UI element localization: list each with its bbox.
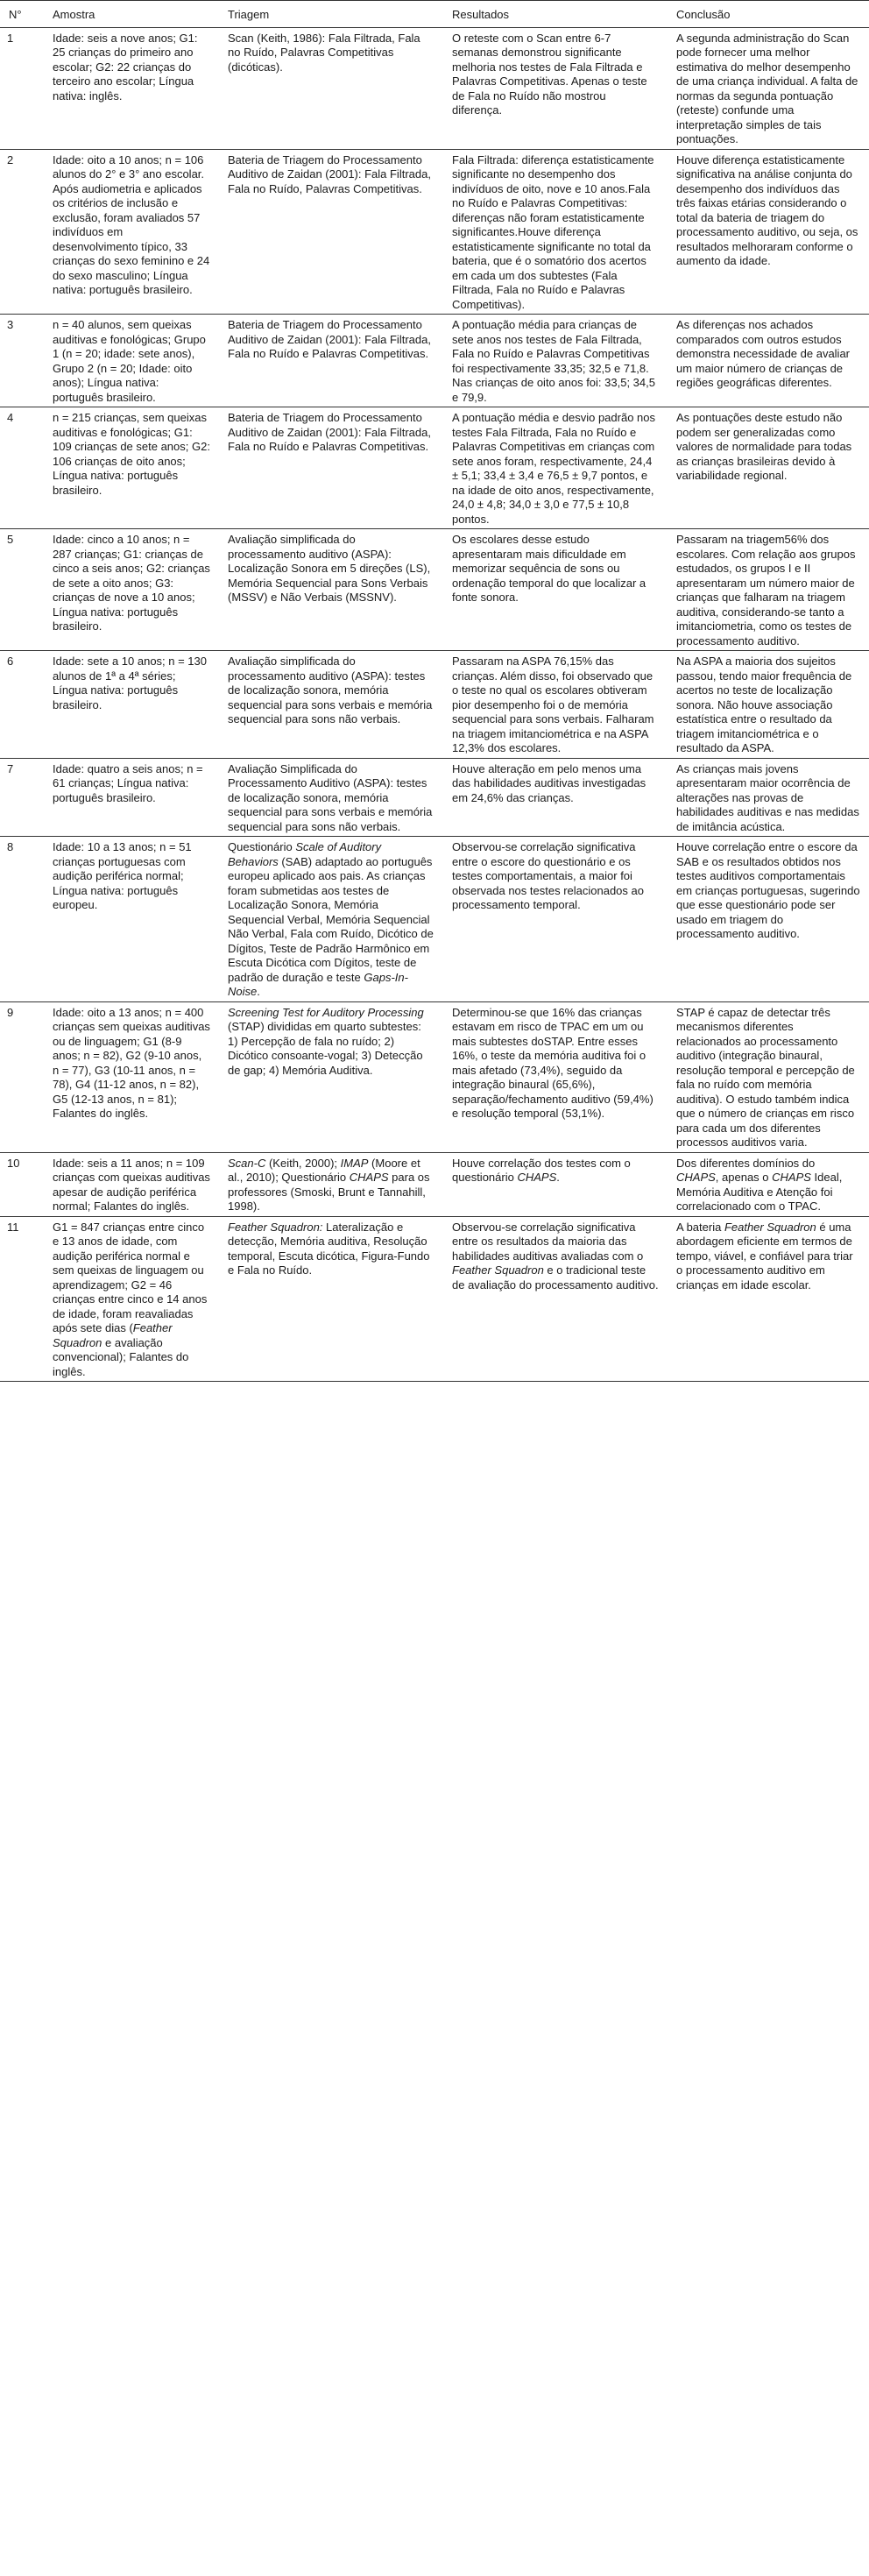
cell-number-text: 10 [7, 1156, 20, 1170]
cell-conclusao [668, 1152, 869, 1216]
cell-conclusao-text: A bateria Feather Squadron é uma abordagem eficiente em termos de tempo, viável, e confiável para triar o processamento auditivo em crianças em idade escolar. [676, 1220, 853, 1292]
table-body [0, 27, 869, 1382]
cell-number [0, 27, 44, 149]
cell-conclusao-text: Na ASPA a maioria dos sujeitos passou, tendo maior frequência de acertos no teste de localização sonora. Não houve associação estatística entre o resultado da triagem imitanciométrica e o resultado da ASPA. [676, 655, 852, 754]
cell-triagem [219, 315, 443, 407]
cell-amostra [44, 529, 219, 651]
header-resultados: Resultados [443, 1, 668, 28]
cell-amostra [44, 758, 219, 837]
table-row [0, 407, 869, 529]
cell-amostra-text: Idade: seis a nove anos; G1: 25 crianças do primeiro ano escolar; G2: 22 crianças do terceiro ano escolar; Língua nativa: inglês. [53, 31, 198, 103]
cell-resultados [443, 27, 668, 149]
header-conclusao: Conclusão [668, 1, 869, 28]
cell-conclusao [668, 149, 869, 315]
cell-conclusao [668, 1001, 869, 1152]
cell-triagem [219, 529, 443, 651]
cell-triagem-text: Avaliação simplificada do processamento auditivo (ASPA): Localização Sonora em 5 direções (LS), Memória Sequencial para Sons Verbais (MSSV) e Não Verbais (MSSNV). [228, 533, 431, 604]
cell-resultados [443, 651, 668, 759]
table-row [0, 315, 869, 407]
cell-conclusao [668, 27, 869, 149]
cell-amostra [44, 1001, 219, 1152]
cell-amostra-text: n = 40 alunos, sem queixas auditivas e fonológicas; Grupo 1 (n = 20; idade: sete anos), Grupo 2 (n = 20; Idade: oito anos); Língua nativa: português brasileiro. [53, 318, 206, 404]
cell-number-text: 11 [7, 1220, 19, 1234]
cell-resultados [443, 837, 668, 1002]
cell-conclusao-text: As diferenças nos achados comparados com outros estudos demonstra necessidade de avaliar um maior número de crianças de regiões geográficas diferentes. [676, 318, 851, 389]
cell-amostra-text: G1 = 847 crianças entre cinco e 13 anos de idade, com audição periférica normal e sem queixas de linguagem ou aprendizagem; G2 = 46 crianças entre cinco e 14 anos de idade, foram reavaliadas após sete dias (Feather Squadron e avaliação convencional); Falantes do inglês. [53, 1220, 208, 1378]
cell-conclusao [668, 529, 869, 651]
cell-number-text: 7 [7, 761, 14, 775]
cell-conclusao-text: As pontuações deste estudo não podem ser generalizadas como valores de normalidade para todas as crianças brasileiras devido à variabilidade regional. [676, 411, 852, 482]
cell-amostra [44, 837, 219, 1002]
cell-number-text: 9 [7, 1005, 14, 1019]
cell-conclusao-text: Houve diferença estatisticamente significativa na análise conjunta do desempenho dos indivíduos das três faixas etárias considerando o total da bateria de triagem do processamento auditivo, ou seja, os resultados melhoraram conforme o aumento da idade. [676, 152, 858, 267]
table-header-row [0, 1, 869, 28]
cell-amostra [44, 149, 219, 315]
cell-resultados [443, 529, 668, 651]
cell-resultados [443, 1152, 668, 1216]
cell-conclusao [668, 651, 869, 759]
cell-conclusao-text: A segunda administração do Scan pode fornecer uma melhor estimativa do melhor desempenho de uma criança individual. A falta de normas da segunda pontuação (reteste) confunde uma interpretação simples de tais pontuações. [676, 31, 858, 145]
cell-resultados-text: Houve correlação dos testes com o questionário CHAPS. [452, 1156, 631, 1184]
cell-triagem-text: Questionário Scale of Auditory Behaviors (SAB) adaptado ao português europeu aplicado aos pais. As crianças foram submetidas aos testes de Localização Sonora, Memória Sequencial Verbal, Memória Sequencial Não Verbal, Fala com Ruído, Dicótico de Dígitos, Teste de Padrão Harmônico em Escuta Dicótica com Dígitos, teste de padrão de duração e teste Gaps-In-Noise. [228, 840, 434, 998]
cell-resultados-text: Houve alteração em pelo menos uma das habilidades auditivas investigadas em 24,6% das crianças. [452, 761, 646, 804]
cell-number [0, 529, 44, 651]
cell-resultados-text: Fala Filtrada: diferença estatisticamente significante no desempenho dos indivíduos de oito, nove e 10 anos.Fala no Ruído e Palavras Competitivas: diferenças não foram estatisticamente significantes.Houve diferença estatisticamente significante no total da bateria, que é o somatório dos acertos em cada um dos subtestes (Fala Filtrada, Fala no Ruído e Palavras Competitivas). [452, 152, 654, 311]
cell-number-text: 3 [7, 318, 14, 331]
cell-amostra [44, 1216, 219, 1382]
table-row [0, 758, 869, 837]
cell-triagem-text: Bateria de Triagem do Processamento Auditivo de Zaidan (2001): Fala Filtrada, Fala no Ruído, Palavras Competitivas. [228, 152, 431, 195]
cell-number-text: 5 [7, 533, 14, 546]
cell-triagem-text: Scan (Keith, 1986): Fala Filtrada, Fala no Ruído, Palavras Competitivas (dicóticas). [228, 31, 420, 74]
cell-number [0, 407, 44, 529]
cell-amostra [44, 315, 219, 407]
cell-triagem-text: Scan-C (Keith, 2000); IMAP (Moore et al., 2010); Questionário CHAPS para os professores (Smoski, Brunt e Tannahill, 1998). [228, 1156, 430, 1213]
cell-number [0, 651, 44, 759]
cell-resultados-text: Os escolares desse estudo apresentaram mais dificuldade em memorizar sequência de sons ou ordenação temporal do que localizar a fonte sonora. [452, 533, 646, 604]
cell-amostra [44, 651, 219, 759]
cell-resultados-text: A pontuação média e desvio padrão nos testes Fala Filtrada, Fala no Ruído e Palavras Competitivas em crianças com sete anos foram, respectivamente, 24,4 ± 5,1; 33,4 ± 3,4 e 76,5 ± 9,7 pontos, e na idade de oito anos, respectivamente, 24,0 ± 4,8; 34,0 ± 3,0 e 77,5 ± 10,8 pontos. [452, 411, 656, 526]
cell-conclusao-text: Houve correlação entre o escore da SAB e os resultados obtidos nos testes auditivos comportamentais em crianças portuguesas, sugerindo que esse questionário pode ser usado em triagem do processamento auditivo. [676, 840, 860, 940]
cell-triagem [219, 1152, 443, 1216]
cell-number-text: 2 [7, 152, 14, 166]
cell-resultados [443, 758, 668, 837]
cell-triagem [219, 407, 443, 529]
cell-conclusao [668, 1216, 869, 1382]
cell-triagem [219, 837, 443, 1002]
header-number: N° [0, 1, 44, 28]
cell-resultados [443, 1001, 668, 1152]
cell-amostra-text: Idade: quatro a seis anos; n = 61 crianças; Língua nativa: português brasileiro. [53, 761, 203, 804]
cell-resultados [443, 407, 668, 529]
cell-resultados [443, 1216, 668, 1382]
cell-number-text: 6 [7, 655, 14, 668]
cell-resultados-text: Passaram na ASPA 76,15% das crianças. Além disso, foi observado que o teste no qual os escolares obtiveram pior desempenho foi o de memória sequencial para sons verbais. Falharam na triagem imitanciométrica e na ASPA 12,3% dos escolares. [452, 655, 654, 754]
cell-resultados-text: Observou-se correlação significativa entre os resultados da maioria das habilidades auditivas avaliadas com o Feather Squadron e o tradicional teste de avaliação do processamento auditivo. [452, 1220, 659, 1292]
cell-resultados [443, 149, 668, 315]
cell-amostra-text: Idade: 10 a 13 anos; n = 51 crianças portuguesas com audição periférica normal; Língua nativa: português europeu. [53, 840, 192, 911]
cell-number [0, 1001, 44, 1152]
cell-amostra-text: Idade: oito a 10 anos; n = 106 alunos do 2° e 3° ano escolar. Após audiometria e aplicados os critérios de inclusão e exclusão, foram avaliados 57 indivíduos em desenvolvimento típico, 33 crianças do sexo feminino e 24 do sexo masculino; Língua nativa: português brasileiro. [53, 152, 210, 296]
cell-triagem [219, 1216, 443, 1382]
cell-conclusao [668, 315, 869, 407]
cell-amostra-text: Idade: oito a 13 anos; n = 400 crianças sem queixas auditivas ou de linguagem; G1 (8-9 anos; n = 82), G2 (9-10 anos, n = 77), G3 (10-11 anos, n = 78), G4 (11-12 anos, n = 82), G5 (12-13 anos, n = 81); Falantes do inglês. [53, 1005, 210, 1120]
cell-number [0, 149, 44, 315]
table-row [0, 1216, 869, 1382]
table-row [0, 149, 869, 315]
cell-resultados-text: Determinou-se que 16% das crianças estavam em risco de TPAC em um ou mais subtestes doSTAP. Entre esses 16%, o teste da memória auditiva foi o mais afetado (73,4%), seguido da integração binaural (65,6%), separação/fechamento auditivo (59,4%) e resolução temporal (53,1%). [452, 1005, 654, 1120]
table-row [0, 1152, 869, 1216]
cell-conclusao [668, 758, 869, 837]
cell-amostra-text: Idade: seis a 11 anos; n = 109 crianças com queixas auditivas apesar de audição periférica normal; Falantes do inglês. [53, 1156, 210, 1213]
table-row [0, 529, 869, 651]
cell-amostra [44, 1152, 219, 1216]
cell-conclusao-text: STAP é capaz de detectar três mecanismos diferentes relacionados ao processamento auditivo (integração binaural, resolução temporal e percepção de fala no ruído com memória auditiva). O estudo também indica que o número de crianças em risco para cada um dos diferentes processos auditivos varia. [676, 1005, 855, 1149]
cell-amostra-text: Idade: cinco a 10 anos; n = 287 crianças; G1: crianças de cinco a seis anos; G2: crianças de sete a oito anos; G3: crianças de nove a 10 anos; Língua nativa: português brasileiro. [53, 533, 210, 633]
cell-triagem-text: Bateria de Triagem do Processamento Auditivo de Zaidan (2001): Fala Filtrada, Fala no Ruído e Palavras Competitivas. [228, 318, 431, 360]
header-amostra: Amostra [44, 1, 219, 28]
cell-triagem [219, 149, 443, 315]
cell-triagem [219, 758, 443, 837]
table-row [0, 1001, 869, 1152]
cell-triagem-text: Screening Test for Auditory Processing (STAP) divididas em quarto subtestes: 1) Percepção de fala no ruído; 2) Dicótico consoante-vogal; 3) Detecção de gap; 4) Memória Auditiva. [228, 1005, 424, 1077]
cell-resultados-text: O reteste com o Scan entre 6-7 semanas demonstrou significante melhoria nos testes de Fala Filtrada e Palavras Competitivas. Apenas o teste de Fala no Ruído não mostrou diferença. [452, 31, 647, 117]
cell-amostra-text: Idade: sete a 10 anos; n = 130 alunos de 1ª a 4ª séries; Língua nativa: português brasileiro. [53, 655, 208, 711]
cell-number-text: 1 [7, 31, 14, 45]
cell-conclusao-text: As crianças mais jovens apresentaram maior ocorrência de alterações nas provas de habilidades auditivas e nas medidas de imitância acústica. [676, 761, 859, 833]
table-row [0, 27, 869, 149]
cell-resultados [443, 315, 668, 407]
cell-resultados-text: A pontuação média para crianças de sete anos nos testes de Fala Filtrada, Fala no Ruído e Palavras Competitivas foi respectivamente 33,35; 32,5 e 71,8. Nas crianças de oito anos foi: 33,5; 34,5 e 79,9. [452, 318, 655, 404]
cell-number [0, 1152, 44, 1216]
table-row [0, 837, 869, 1002]
cell-conclusao [668, 407, 869, 529]
table-row [0, 651, 869, 759]
cell-triagem [219, 27, 443, 149]
cell-triagem [219, 651, 443, 759]
cell-amostra [44, 27, 219, 149]
cell-resultados-text: Observou-se correlação significativa entre o escore do questionário e os testes comportamentais, a maior foi observada nos testes relacionados ao processamento temporal. [452, 840, 644, 911]
cell-triagem-text: Feather Squadron: Lateralização e detecção, Memória auditiva, Resolução temporal, Escuta dicótica, Figura-Fundo e Fala no Ruído. [228, 1220, 430, 1277]
cell-triagem [219, 1001, 443, 1152]
cell-amostra-text: n = 215 crianças, sem queixas auditivas e fonológicas; G1: 109 crianças de sete anos; G2: 106 crianças de oito anos; Língua nativa: português brasileiro. [53, 411, 210, 497]
cell-triagem-text: Avaliação simplificada do processamento auditivo (ASPA): testes de localização sonora, memória sequencial para sons verbais e memória sequencial para sons não verbais. [228, 655, 433, 725]
cell-amostra [44, 407, 219, 529]
cell-number [0, 315, 44, 407]
cell-conclusao-text: Dos diferentes domínios do CHAPS, apenas o CHAPS Ideal, Memória Auditiva e Atenção foi correlacionado com o TPAC. [676, 1156, 843, 1213]
cell-number [0, 1216, 44, 1382]
cell-conclusao-text: Passaram na triagem56% dos escolares. Com relação aos grupos estudados, os grupos I e II apresentaram um número maior de crianças que falharam na triagem auditiva, considerando-se tanto a imitanciometria, como os testes de processamento auditivo. [676, 533, 856, 648]
cell-number-text: 8 [7, 840, 14, 853]
header-triagem: Triagem [219, 1, 443, 28]
cell-triagem-text: Avaliação Simplificada do Processamento Auditivo (ASPA): testes de localização sonora, memória sequencial para sons verbais e memória sequencial para sons não verbais. [228, 761, 433, 833]
cell-number-text: 4 [7, 411, 14, 424]
cell-number [0, 758, 44, 837]
cell-number [0, 837, 44, 1002]
cell-conclusao [668, 837, 869, 1002]
cell-triagem-text: Bateria de Triagem do Processamento Auditivo de Zaidan (2001): Fala Filtrada, Fala no Ruído e Palavras Competitivas. [228, 411, 431, 453]
